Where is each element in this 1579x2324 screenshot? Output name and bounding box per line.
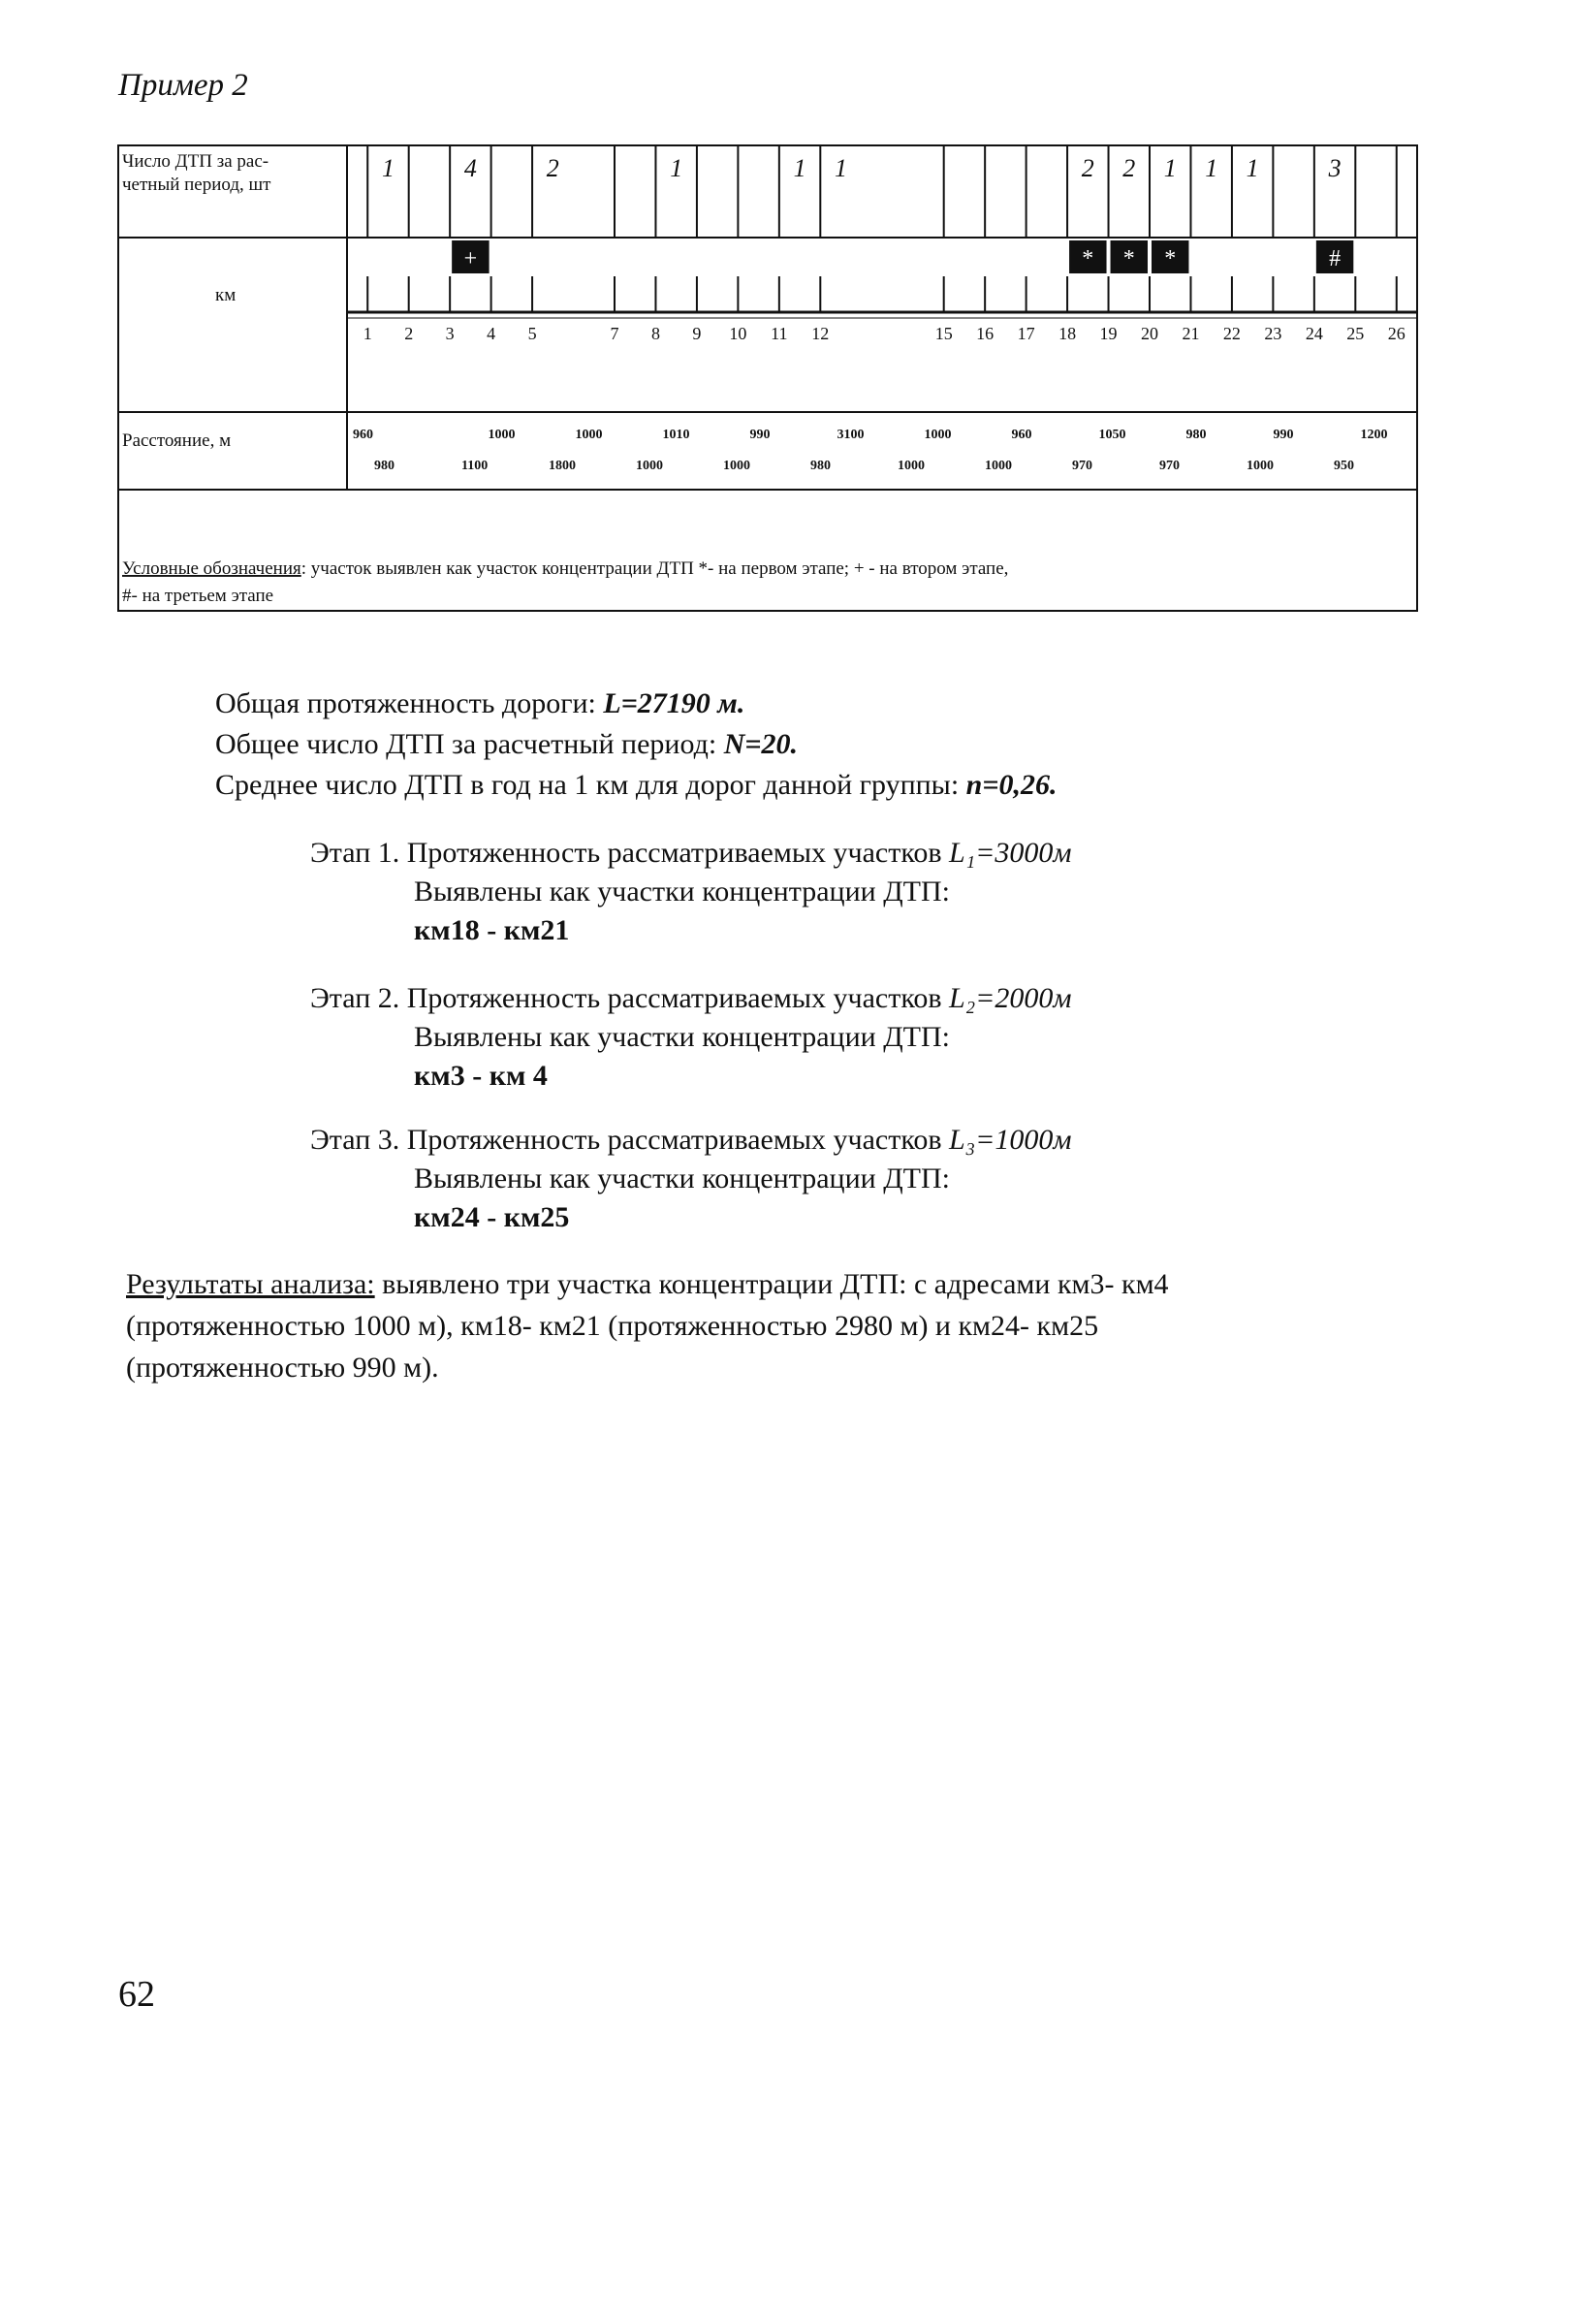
stage-3-length: L₃=1000м: [949, 1124, 1072, 1156]
accident-count: 1: [381, 154, 395, 182]
distance-top: 1000: [488, 428, 516, 442]
distance-bottom: 980: [810, 459, 831, 473]
distance-top: 1000: [924, 428, 952, 442]
stage-1-title: Этап 1. Протяженность рассматриваемых участков: [310, 837, 950, 869]
distance-bottom: 980: [374, 459, 395, 473]
distance-bottom: 1100: [461, 459, 489, 473]
km-ticks: [367, 145, 1397, 312]
section-mark-symbol: *: [1122, 246, 1135, 271]
km-labels: [363, 324, 1405, 343]
km-label: 22: [1222, 324, 1241, 343]
analysis-result: [126, 1263, 1318, 1388]
row-label-accidents-line1: Число ДТП за рас-: [122, 151, 269, 172]
accident-count: 2: [546, 154, 559, 182]
stage-1: [310, 834, 1072, 950]
distance-top: 1050: [1098, 428, 1126, 442]
distance-top: 1000: [575, 428, 603, 442]
legend-label: Условные обозначения: [122, 558, 301, 579]
distance-top: 1200: [1360, 428, 1388, 442]
km-label: 19: [1099, 324, 1118, 343]
km-label: 25: [1346, 324, 1365, 343]
accident-count: 1: [1246, 154, 1259, 182]
accident-count: 3: [1328, 154, 1342, 182]
distance-bottom: 1000: [898, 459, 925, 473]
accident-count: 1: [793, 154, 806, 182]
legend: [122, 558, 1008, 579]
distance-bottom: 970: [1159, 459, 1180, 473]
accident-count: 1: [670, 154, 683, 182]
row-label-km: км: [215, 285, 237, 305]
distance-bottom: 1000: [985, 459, 1012, 473]
accident-count: 1: [1205, 154, 1218, 182]
stage-3-found: Выявлены как участки концентрации ДТП:: [414, 1162, 950, 1194]
result-label: Результаты анализа:: [126, 1268, 375, 1300]
stage-2-length: L₂=2000м: [949, 982, 1072, 1014]
section-mark-symbol: *: [1164, 246, 1177, 271]
legend-text-line1: : участок выявлен как участок концентрации ДТП *- на первом этапе; + - на втором этапе,: [300, 558, 1009, 579]
distance-top: 960: [353, 428, 373, 442]
km-label: 10: [729, 324, 747, 343]
km-label: 7: [610, 324, 619, 343]
accident-concentration-diagram: [0, 0, 1579, 640]
stage-1-range: км18 - км21: [414, 914, 570, 946]
km-label: 24: [1305, 324, 1323, 343]
distance-top: 960: [1011, 428, 1032, 442]
km-label: 1: [363, 324, 372, 343]
summary-average-rate: Среднее число ДТП в год на 1 км для дорог данной группы: n=0,26.: [215, 769, 1058, 801]
km-label: 9: [692, 324, 702, 343]
stage-1-length: L₁=3000м: [949, 837, 1072, 869]
summary: [215, 684, 1057, 806]
distance-values: [353, 428, 1388, 473]
stage-1-found: Выявлены как участки концентрации ДТП:: [414, 875, 950, 907]
km-label: 12: [811, 324, 830, 343]
legend-text-line2: #- на третьем этапе: [122, 586, 274, 606]
km-label: 2: [404, 324, 414, 343]
page-number: 62: [118, 1974, 155, 2015]
accident-counts: [382, 154, 1342, 182]
accident-count: 1: [835, 154, 848, 182]
km-label: 8: [650, 324, 660, 343]
distance-bottom: 970: [1072, 459, 1092, 473]
stage-3-range: км24 - км25: [414, 1201, 570, 1233]
distance-bottom: 950: [1334, 459, 1354, 473]
distance-top: 990: [749, 428, 771, 442]
km-label: 15: [934, 324, 953, 343]
km-label: 11: [771, 324, 788, 343]
distance-top: 1010: [662, 428, 690, 442]
km-label: 3: [445, 324, 455, 343]
row-label-distance: Расстояние, м: [122, 430, 232, 451]
km-label: 5: [527, 324, 537, 343]
stage-3-title: Этап 3. Протяженность рассматриваемых участков: [310, 1124, 950, 1156]
distance-bottom: 1800: [549, 459, 576, 473]
table-frame: [118, 145, 1417, 611]
stage-2-range: км3 - км 4: [414, 1060, 548, 1092]
distance-bottom: 1000: [723, 459, 750, 473]
example-heading: Пример 2: [118, 68, 248, 103]
km-label: 21: [1182, 324, 1200, 343]
distance-top: 990: [1273, 428, 1294, 442]
distance-top: 980: [1185, 428, 1207, 442]
section-mark-symbol: *: [1082, 246, 1094, 271]
section-marks: [452, 240, 1353, 273]
accident-count: 4: [463, 154, 477, 182]
stage-2-found: Выявлены как участки концентрации ДТП:: [414, 1021, 950, 1053]
km-label: 17: [1017, 324, 1035, 343]
stage-3: [310, 1121, 1072, 1237]
km-label: 20: [1141, 324, 1158, 343]
summary-road-length: Общая протяженность дороги: L=27190 м.: [215, 687, 745, 719]
accident-count: 2: [1122, 154, 1136, 182]
stage-2-title: Этап 2. Протяженность рассматриваемых участков: [310, 982, 950, 1014]
km-label: 26: [1387, 324, 1405, 343]
km-label: 23: [1264, 324, 1282, 343]
distance-bottom: 1000: [636, 459, 663, 473]
distance-bottom: 1000: [1247, 459, 1274, 473]
summary-accident-count: Общее число ДТП за расчетный период: N=20.: [215, 728, 798, 760]
stage-2: [310, 979, 1072, 1096]
accident-count: 1: [1163, 154, 1177, 182]
result-text: выявлено три участка концентрации ДТП: с адресами км3- км4 (протяженностью 1000 м), км18- км21 (протяженностью 2980 м) и км24- км25 (протяженностью 990 м).: [126, 1268, 1169, 1384]
section-mark-symbol: +: [463, 246, 478, 271]
km-label: 18: [1058, 324, 1077, 343]
km-label: 16: [976, 324, 995, 343]
distance-top: 3100: [837, 428, 865, 442]
section-mark-symbol: #: [1329, 246, 1342, 271]
row-label-accidents-line2: четный период, шт: [122, 175, 271, 195]
accident-count: 2: [1081, 154, 1094, 182]
km-label: 4: [487, 324, 496, 343]
